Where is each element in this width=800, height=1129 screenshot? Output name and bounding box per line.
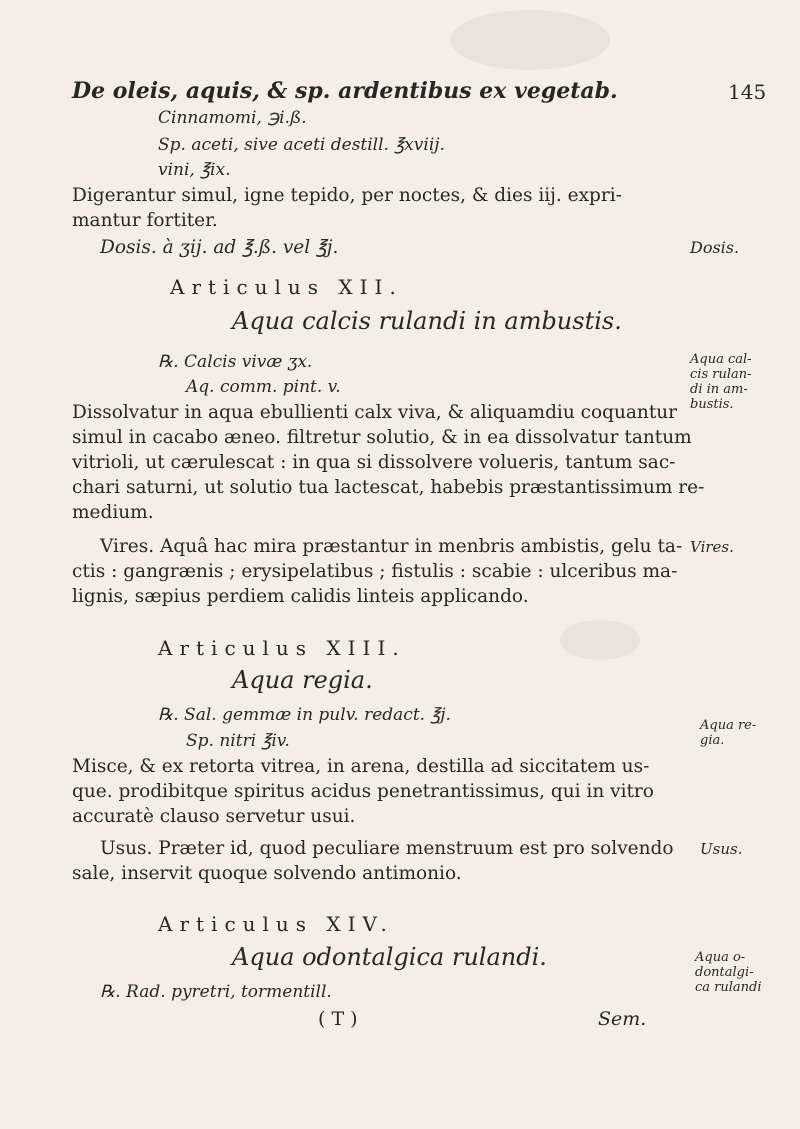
ingredient-line: ℞. Calcis vivæ ʒx. bbox=[158, 352, 313, 372]
text-line: vitrioli, ut cærulescat : in qua si dissolvere volueris, tantum sac- bbox=[72, 452, 676, 473]
paper-stain bbox=[450, 10, 610, 70]
catchword: Sem. bbox=[598, 1008, 647, 1030]
ingredient-line: Sp. nitri ℥iv. bbox=[186, 731, 290, 751]
margin-note: Usus. bbox=[700, 840, 743, 858]
ingredient-line: vini, ℥ix. bbox=[158, 160, 231, 180]
page-number: 145 bbox=[728, 80, 767, 104]
text-line: chari saturni, ut solutio tua lactescat, habebis præstantissimum re- bbox=[72, 477, 705, 498]
text-line: Dissolvatur in aqua ebullienti calx viva, & aliquamdiu coquantur bbox=[72, 402, 678, 423]
text-line: sale, inservit quoque solvendo antimonio. bbox=[72, 863, 462, 884]
signature-mark: ( T ) bbox=[318, 1008, 358, 1030]
running-title: De oleis, aquis, & sp. ardentibus ex vegetab. bbox=[72, 78, 618, 104]
margin-note: Dosis. bbox=[690, 238, 740, 257]
text-line: lignis, sæpius perdiem calidis linteis applicando. bbox=[72, 586, 529, 607]
ingredient-line: Cinnamomi, ℈i.ß. bbox=[158, 108, 307, 128]
ingredient-line: Sp. aceti, sive aceti destill. ℥xviij. bbox=[158, 135, 445, 155]
ingredient-line: Aq. comm. pint. v. bbox=[186, 377, 341, 397]
text-line: simul in cacabo æneo. filtretur solutio, & in ea dissolvatur tantum bbox=[72, 427, 692, 448]
text-line: que. prodibitque spiritus acidus penetrantissimus, qui in vitro bbox=[72, 781, 654, 802]
article-heading: Articulus XIII. bbox=[158, 636, 406, 660]
margin-note: Vires. bbox=[690, 538, 734, 556]
text-line: mantur fortiter. bbox=[72, 210, 218, 231]
article-heading: Articulus XIV. bbox=[158, 912, 394, 936]
text-line: ctis : gangrænis ; erysipelatibus ; fistulis : scabie : ulceribus ma- bbox=[72, 561, 678, 582]
ingredient-line: ℞. Rad. pyretri, tormentill. bbox=[100, 982, 332, 1002]
text-line: Misce, & ex retorta vitrea, in arena, destilla ad siccitatem us- bbox=[72, 756, 650, 777]
text-line: Usus. Præter id, quod peculiare menstruum est pro solvendo bbox=[100, 838, 674, 859]
ingredient-line: ℞. Sal. gemmæ in pulv. redact. ℥j. bbox=[158, 705, 451, 725]
article-subheading: Aqua calcis rulandi in ambustis. bbox=[232, 307, 622, 335]
margin-note: Aqua o- dontalgi- ca rulandi bbox=[695, 950, 762, 995]
dose-line: Dosis. à ʒij. ad ℥.ß. vel ℥j. bbox=[100, 237, 339, 258]
text-line: Vires. Aquâ hac mira præstantur in menbris ambistis, gelu ta- bbox=[100, 536, 683, 557]
margin-note: Aqua cal- cis rulan- di in am- bustis. bbox=[690, 352, 752, 412]
text-line: Digerantur simul, igne tepido, per noctes, & dies iij. expri- bbox=[72, 185, 622, 206]
article-subheading: Aqua regia. bbox=[232, 666, 373, 694]
text-line: accuratè clauso servetur usui. bbox=[72, 806, 356, 827]
margin-note: Aqua re- gia. bbox=[700, 718, 757, 748]
paper-stain bbox=[560, 620, 640, 660]
article-subheading: Aqua odontalgica rulandi. bbox=[232, 943, 547, 971]
text-line: medium. bbox=[72, 502, 154, 523]
article-heading: Articulus XII. bbox=[170, 275, 403, 299]
